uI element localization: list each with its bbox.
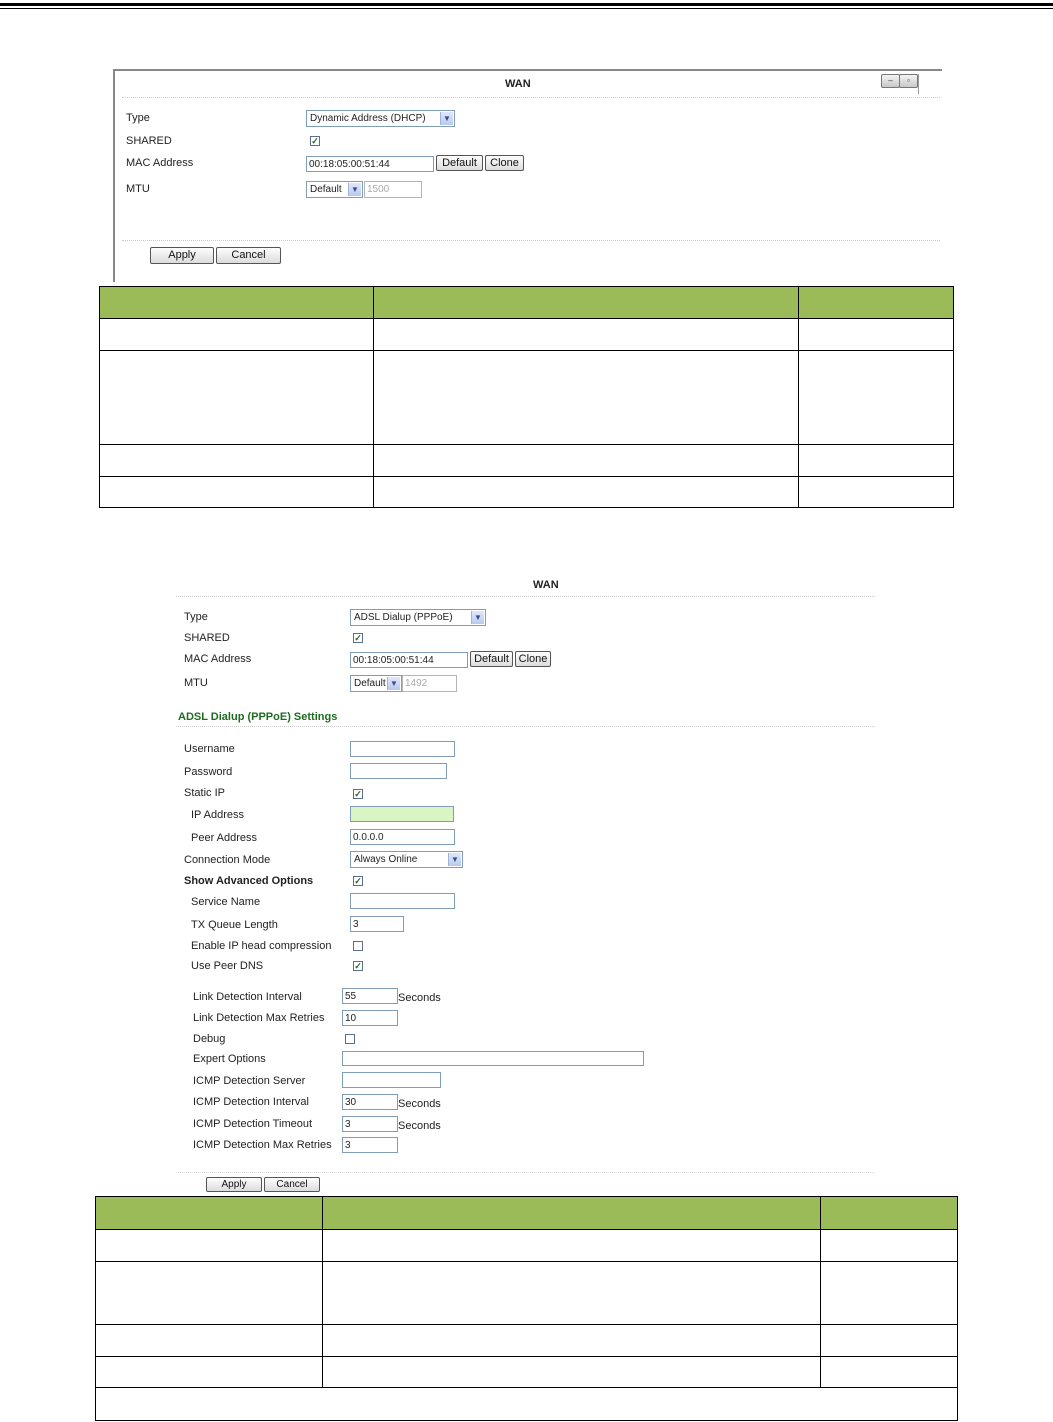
- shared-checkbox[interactable]: ✓: [354, 633, 362, 643]
- service-name-label: Service Name: [191, 896, 261, 908]
- seconds-unit: Seconds: [398, 1120, 441, 1132]
- peer-address-label: Peer Address: [191, 832, 258, 844]
- type-select-value: ADSL Dialup (PPPoE): [354, 612, 453, 623]
- table-header-cell: [323, 1197, 821, 1230]
- table-header-cell: [100, 287, 374, 319]
- form-separator: [122, 240, 940, 241]
- shared-label: SHARED: [184, 632, 230, 644]
- icmp-interval-label: ICMP Detection Interval: [193, 1096, 309, 1108]
- type-label: Type: [126, 112, 150, 124]
- service-name-input[interactable]: [350, 893, 455, 909]
- debug-label: Debug: [193, 1033, 226, 1045]
- expert-options-label: Expert Options: [193, 1053, 266, 1065]
- link-detection-retries-input[interactable]: 10: [342, 1010, 398, 1026]
- peer-dns-label: Use Peer DNS: [191, 960, 264, 972]
- expert-options-input[interactable]: [342, 1051, 644, 1066]
- password-input[interactable]: [350, 763, 447, 779]
- clone-mac-button[interactable]: Clone: [515, 651, 551, 667]
- mac-address-label: MAC Address: [184, 653, 252, 665]
- table-row: [96, 1325, 958, 1357]
- ip-address-label: IP Address: [191, 809, 244, 821]
- seconds-unit: Seconds: [398, 992, 441, 1004]
- icmp-server-input[interactable]: [342, 1072, 441, 1088]
- mtu-input[interactable]: 1492: [402, 675, 457, 692]
- connection-mode-select[interactable]: [350, 851, 463, 868]
- username-label: Username: [184, 743, 235, 755]
- section-separator: [176, 726, 875, 727]
- debug-checkbox[interactable]: [345, 1034, 355, 1044]
- parameter-table-2: [95, 1196, 958, 1421]
- table-row: [100, 445, 954, 477]
- type-select[interactable]: [306, 110, 455, 127]
- icmp-interval-input[interactable]: 30: [342, 1094, 398, 1110]
- icmp-retries-input[interactable]: 3: [342, 1137, 398, 1153]
- table-row: [100, 477, 954, 508]
- tx-queue-label: TX Queue Length: [191, 919, 278, 931]
- mtu-input[interactable]: 1500: [364, 181, 422, 198]
- cancel-button[interactable]: Cancel: [216, 247, 281, 264]
- chevron-down-icon: ▼: [387, 677, 400, 690]
- link-detection-retries-label: Link Detection Max Retries: [193, 1012, 325, 1024]
- advanced-options-checkbox[interactable]: ✓: [354, 876, 362, 886]
- tx-queue-input[interactable]: 3: [350, 916, 404, 932]
- default-mac-button[interactable]: Default: [436, 155, 483, 171]
- icmp-server-label: ICMP Detection Server: [193, 1075, 306, 1087]
- ip-head-compression-label: Enable IP head compression: [191, 940, 332, 952]
- parameter-table-1: [99, 286, 954, 508]
- static-ip-checkbox[interactable]: ✓: [354, 789, 362, 799]
- chevron-down-icon: ▼: [448, 853, 461, 866]
- icmp-timeout-label: ICMP Detection Timeout: [193, 1118, 313, 1130]
- password-label: Password: [184, 766, 233, 778]
- table-row: [96, 1388, 958, 1421]
- icmp-timeout-input[interactable]: 3: [342, 1116, 398, 1132]
- table-row: [96, 1357, 958, 1388]
- title-divider: [918, 74, 919, 94]
- peer-dns-checkbox[interactable]: ✓: [354, 961, 362, 971]
- mtu-select[interactable]: [306, 181, 363, 198]
- mtu-select-value: Default: [310, 184, 342, 195]
- ip-head-compression-checkbox[interactable]: [353, 941, 363, 951]
- mac-address-input[interactable]: 00:18:05:00:51:44: [350, 652, 468, 668]
- panel-title: WAN: [533, 579, 559, 591]
- table-row: [100, 319, 954, 351]
- chevron-down-icon: ▼: [348, 183, 361, 196]
- connection-mode-value: Always Online: [354, 854, 418, 865]
- ip-address-input[interactable]: [350, 806, 454, 822]
- apply-button[interactable]: Apply: [150, 247, 214, 264]
- type-select[interactable]: [350, 609, 486, 626]
- chevron-down-icon: ▼: [440, 112, 453, 125]
- connection-mode-label: Connection Mode: [184, 854, 271, 866]
- apply-button[interactable]: Apply: [206, 1177, 262, 1192]
- title-separator: [176, 596, 875, 597]
- mtu-label: MTU: [126, 183, 150, 195]
- type-select-value: Dynamic Address (DHCP): [310, 113, 426, 124]
- shared-checkbox[interactable]: ✓: [311, 136, 319, 146]
- table-header-cell: [821, 1197, 958, 1230]
- mtu-label: MTU: [184, 677, 208, 689]
- link-detection-interval-label: Link Detection Interval: [193, 991, 302, 1003]
- page-top-rule-thin: [0, 8, 1053, 9]
- table-row: [96, 1262, 958, 1325]
- table-row: [96, 1230, 958, 1262]
- peer-address-input[interactable]: 0.0.0.0: [350, 829, 455, 845]
- minimize-icon[interactable]: –: [881, 74, 900, 88]
- page-top-rule: [0, 3, 1053, 6]
- table-header-cell: [799, 287, 954, 319]
- table-header-cell: [374, 287, 799, 319]
- advanced-options-label: Show Advanced Options: [184, 875, 314, 887]
- static-ip-label: Static IP: [184, 787, 225, 799]
- table-row: [100, 351, 954, 445]
- mac-address-input[interactable]: 00:18:05:00:51:44: [306, 156, 434, 172]
- type-label: Type: [184, 611, 208, 623]
- title-separator: [122, 97, 940, 98]
- panel-title: WAN: [505, 78, 531, 90]
- chevron-down-icon: ▼: [471, 611, 484, 624]
- icmp-retries-label: ICMP Detection Max Retries: [193, 1139, 332, 1151]
- cancel-button[interactable]: Cancel: [264, 1177, 320, 1192]
- clone-mac-button[interactable]: Clone: [485, 155, 524, 171]
- table-header-cell: [96, 1197, 323, 1230]
- mac-address-label: MAC Address: [126, 157, 194, 169]
- pppoe-settings-title: ADSL Dialup (PPPoE) Settings: [178, 711, 338, 723]
- link-detection-interval-input[interactable]: 55: [342, 988, 398, 1004]
- default-mac-button[interactable]: Default: [470, 651, 513, 667]
- username-input[interactable]: [350, 741, 455, 757]
- maximize-icon[interactable]: ▫: [899, 74, 918, 88]
- seconds-unit: Seconds: [398, 1098, 441, 1110]
- panel-bottom-separator: [176, 1172, 875, 1174]
- mtu-select[interactable]: [350, 675, 402, 692]
- shared-label: SHARED: [126, 135, 172, 147]
- mtu-select-value: Default: [354, 678, 386, 689]
